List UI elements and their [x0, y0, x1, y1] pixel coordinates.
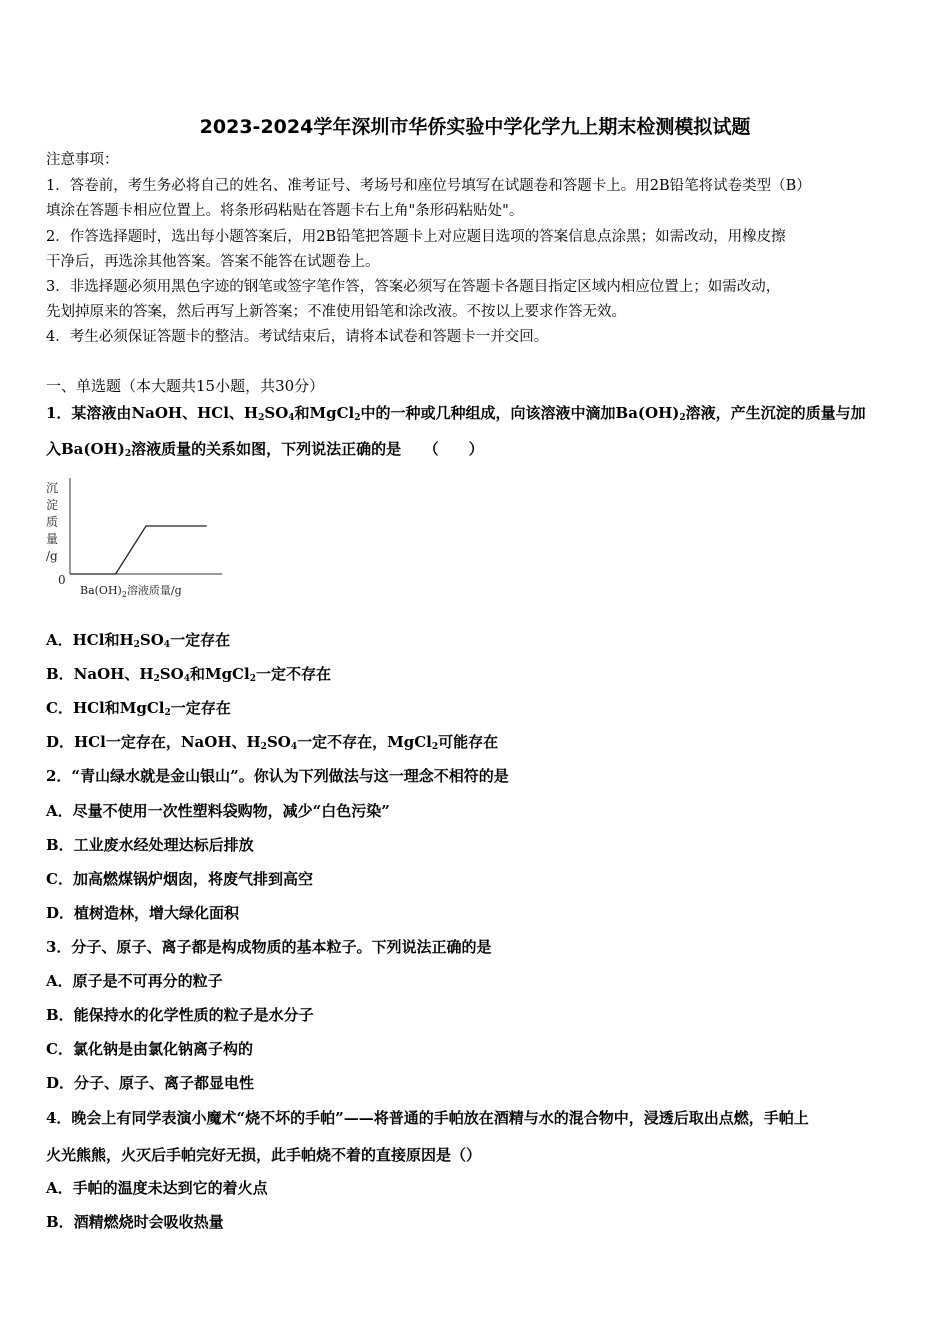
q2-option-c: C．加高燃煤锅炉烟囱，将废气排到高空 — [46, 870, 313, 888]
chart-ylabel-5: /g — [46, 549, 58, 563]
q1-stem-line-1: 1．某溶液由NaOH、HCl、$H_2SO_4$和MgCl$_2$中的一种或几种组成，向该溶液中滴加$Ba(OH)_2$溶液，产生沉淀的质量与加 — [46, 404, 866, 423]
chart-origin-label: 0 — [58, 573, 66, 587]
notice-line-6: 先划掉原来的答案，然后再写上新答案；不准使用铅笔和涂改液。不按以上要求作答无效。 — [46, 304, 626, 320]
notice-line-4: 干净后，再选涂其他答案。答案不能答在试题卷上。 — [46, 254, 380, 270]
notice-line-5: 3．非选择题必须用黑色字迹的钢笔或签字笔作答，答案必须写在答题卡各题目指定区域内相应位置上；如需改动， — [46, 279, 781, 295]
chart-ylabel-4: 量 — [46, 532, 59, 546]
q3-option-c: C．氯化钠是由氯化钠离子构的 — [46, 1040, 253, 1058]
q2-stem: 2．“青山绿水就是金山银山”。你认为下列做法与这一理念不相符的是 — [46, 767, 509, 785]
q1-option-a: A．HCl和$H_2SO_4$一定存在 — [46, 631, 231, 650]
q4-option-a: A．手帕的温度未达到它的着火点 — [46, 1179, 268, 1197]
q3-option-a: A．原子是不可再分的粒子 — [46, 972, 223, 990]
q3-stem: 3．分子、原子、离子都是构成物质的基本粒子。下列说法正确的是 — [46, 938, 492, 956]
q1-option-b: B．NaOH、$H_2SO_4$和MgCl$_2$一定不存在 — [46, 665, 331, 684]
chart-ylabel-1: 沉 — [46, 481, 59, 495]
chart-ylabel-3: 质 — [46, 515, 59, 529]
q2-option-b: B．工业废水经处理达标后排放 — [46, 836, 254, 854]
q2-option-d: D．植树造林，增大绿化面积 — [46, 904, 240, 922]
q4-stem-line-2: 火光熊熊，火灭后手帕完好无损，此手帕烧不着的直接原因是（） — [46, 1146, 482, 1164]
q4-option-b: B．酒精燃烧时会吸收热量 — [46, 1213, 224, 1231]
q3-option-d: D．分子、原子、离子都显电性 — [46, 1074, 255, 1092]
notice-line-7: 4．考生必须保证答题卡的整洁。考试结束后，请将本试卷和答题卡一并交回。 — [46, 329, 549, 345]
q4-stem-line-1: 4．晚会上有同学表演小魔术“烧不坏的手帕”——将普通的手帕放在酒精与水的混合物中，浸透后取出点燃，手帕上 — [46, 1109, 809, 1127]
section-heading: 一、单选题（本大题共15小题，共30分） — [46, 377, 325, 395]
q2-option-a: A．尽量不使用一次性塑料袋购物，减少“白色污染” — [46, 802, 390, 820]
q1-option-d: D．HCl一定存在，NaOH、$H_2SO_4$一定不存在，MgCl$_2$可能存在 — [46, 733, 499, 752]
notice-heading: 注意事项： — [46, 152, 119, 168]
notice-line-3: 2．作答选择题时，选出每小题答案后，用2B铅笔把答题卡上对应题目选项的答案信息点涂黑；如需改动，用橡皮擦 — [46, 229, 786, 245]
notice-line-1: 1．答卷前，考生务必将自己的姓名、准考证号、考场号和座位号填写在试题卷和答题卡上。用2B铅笔将试卷类型（B） — [46, 178, 811, 194]
chart-ylabel-2: 淀 — [46, 498, 59, 512]
chart-xlabel: $Ba(OH)_2$溶液质量/g — [80, 584, 182, 599]
notice-line-2: 填涂在答题卡相应位置上。将条形码粘贴在答题卡右上角"条形码粘贴处"。 — [46, 203, 524, 219]
q1-precipitate-chart — [40, 470, 240, 605]
q3-option-b: B．能保持水的化学性质的粒子是水分子 — [46, 1006, 314, 1024]
q1-stem-line-2: 入$Ba(OH)_2$溶液质量的关系如图，下列说法正确的是 （ ） — [46, 440, 484, 459]
page-title: 2023-2024学年深圳市华侨实验中学化学九上期末检测模拟试题 — [199, 116, 751, 138]
chart-series-line — [70, 526, 207, 574]
q1-option-c: C．HCl和MgCl$_2$一定存在 — [46, 699, 231, 718]
